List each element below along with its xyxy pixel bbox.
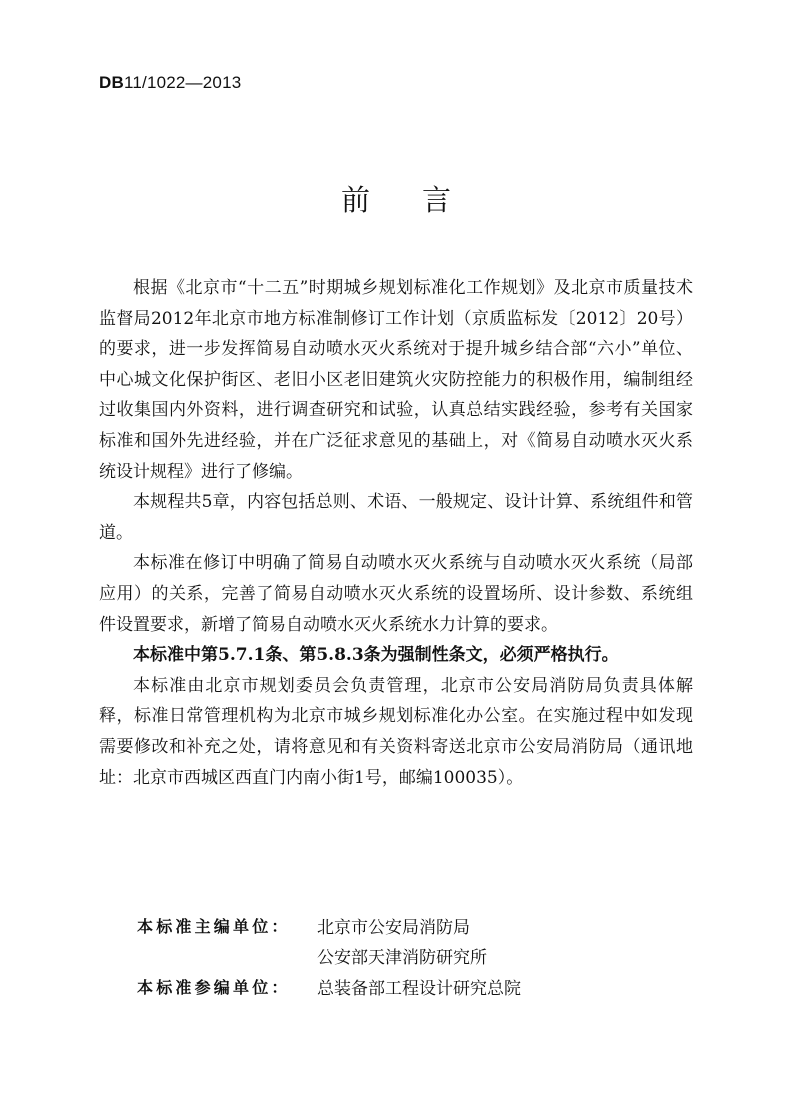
participant-unit-label: 本标准参编单位：: [137, 977, 291, 997]
page-title: 前言: [340, 183, 503, 217]
chief-unit-label: 本标准主编单位：: [137, 916, 291, 936]
participant-unit-1: 总装备部工程设计研究总院: [317, 978, 521, 999]
foreword-body: [99, 273, 693, 793]
paragraph-management: 本标准由北京市规划委员会负责管理，北京市公安局消防局负责具体解释，标准日常管理机构为北京市城乡规划标准化办公室。在实施过程中如发现需要修改和补充之处，请将意见和有关资料寄送北京市公安局消防局（通讯地址：北京市西城区西直门内南小街1号，邮编100035）。: [99, 675, 693, 788]
chief-unit-row: [137, 910, 521, 941]
chief-unit-row-2: [137, 941, 521, 972]
paragraph-mandatory-clauses: 本标准中第5.7.1条、第5.8.3条为强制性条文，必须严格执行。: [133, 645, 619, 666]
document-code: [99, 73, 241, 93]
chief-unit-2: 公安部天津消防研究所: [317, 948, 487, 969]
document-code-prefix: DB: [99, 73, 124, 92]
drafting-units: [137, 910, 521, 1002]
document-code-number: 11/1022—2013: [123, 73, 242, 92]
paragraph-basis: 根据《北京市“十二五”时期城乡规划标准化工作规划》及北京市质量技术监督局2012年北京市地方标准制修订工作计划（京质监标发〔2012〕20号）的要求，进一步发挥简易自动喷水灭火系统对于提升城乡结合部“六小”单位、中心城文化保护街区、老旧小区老旧建筑火灾防控能力的积极作用，编制组经过收集国内外资料，进行调查研究和试验，认真总结实践经验，参考有关国家标准和国外先进经验，并在广泛征求意见的基础上，对《简易自动喷水灭火系统设计规程》进行了修编。: [99, 278, 693, 482]
chief-unit-1: 北京市公安局消防局: [317, 917, 470, 938]
paragraph-contents: 本规程共5章，内容包括总则、术语、一般规定、设计计算、系统组件和管道。: [99, 492, 693, 543]
paragraph-revision: 本标准在修订中明确了简易自动喷水灭火系统与自动喷水灭火系统（局部应用）的关系，完善了简易自动喷水灭火系统的设置场所、设计参数、系统组件设置要求，新增了简易自动喷水灭火系统水力计算的要求。: [99, 553, 693, 635]
participant-unit-row: [137, 971, 521, 1002]
